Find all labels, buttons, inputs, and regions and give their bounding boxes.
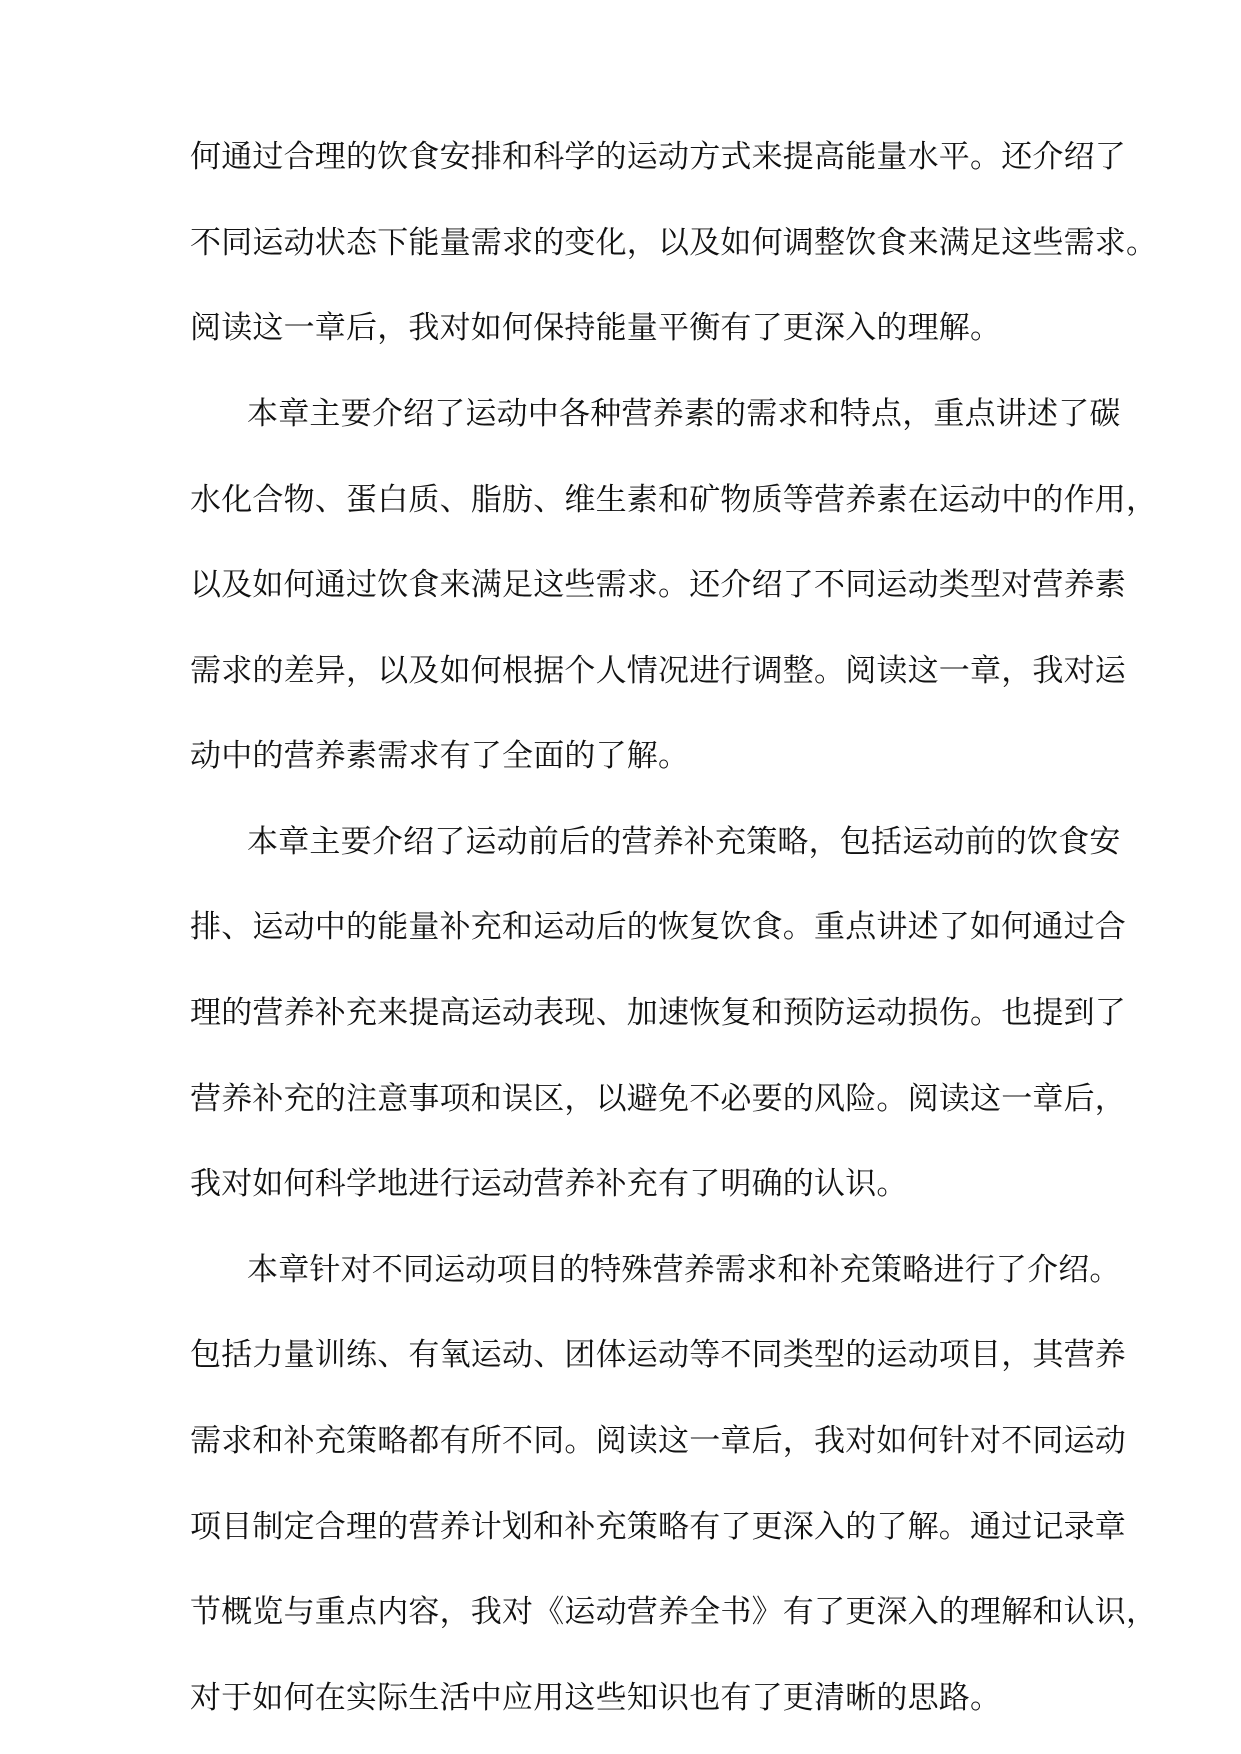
text-line: 水化合物、蛋白质、脂肪、维生素和矿物质等营养素在运动中的作用， [190,482,1158,518]
paragraph-first-line: 本章主要介绍了运动前后的营养补充策略，包括运动前的饮食安 [247,824,1121,860]
text-line: 不同运动状态下能量需求的变化，以及如何调整饮食来满足这些需求。 [190,225,1158,261]
text-line: 对于如何在实际生活中应用这些知识也有了更清晰的思路。 [190,1680,1002,1716]
text-line: 排、运动中的能量补充和运动后的恢复饮食。重点讲述了如何通过合 [190,909,1126,945]
text-line: 需求和补充策略都有所不同。阅读这一章后，我对如何针对不同运动 [190,1423,1126,1459]
text-line: 阅读这一章后，我对如何保持能量平衡有了更深入的理解。 [190,310,1002,346]
text-line: 项目制定合理的营养计划和补充策略有了更深入的了解。通过记录章 [190,1509,1126,1545]
paragraph-first-line: 本章主要介绍了运动中各种营养素的需求和特点，重点讲述了碳 [247,396,1121,432]
text-line: 动中的营养素需求有了全面的了解。 [190,738,690,774]
text-line: 以及如何通过饮食来满足这些需求。还介绍了不同运动类型对营养素 [190,567,1126,603]
text-line: 包括力量训练、有氧运动、团体运动等不同类型的运动项目，其营养 [190,1337,1126,1373]
text-line: 需求的差异，以及如何根据个人情况进行调整。阅读这一章，我对运 [190,653,1126,689]
paragraph-first-line: 本章针对不同运动项目的特殊营养需求和补充策略进行了介绍。 [247,1252,1121,1288]
text-line: 营养补充的注意事项和误区，以避免不必要的风险。阅读这一章后， [190,1081,1126,1117]
text-line: 节概览与重点内容，我对《运动营养全书》有了更深入的理解和认识， [190,1594,1158,1630]
text-line: 理的营养补充来提高运动表现、加速恢复和预防运动损伤。也提到了 [190,995,1126,1031]
text-line: 我对如何科学地进行运动营养补充有了明确的认识。 [190,1166,908,1202]
text-line: 何通过合理的饮食安排和科学的运动方式来提高能量水平。还介绍了 [190,139,1126,175]
